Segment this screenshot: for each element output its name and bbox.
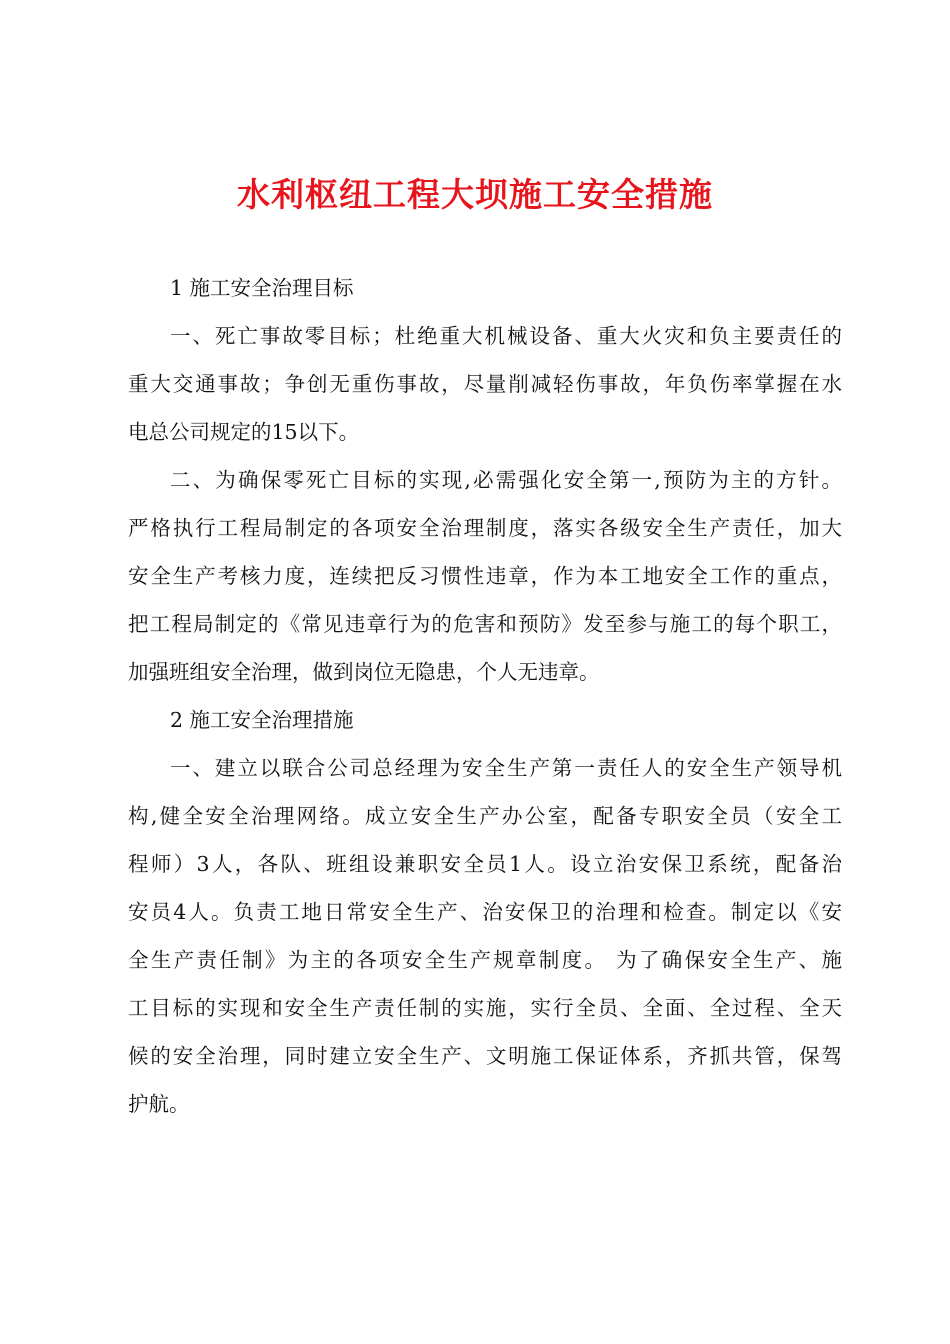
heading-line: 1 施工安全治理目标 xyxy=(170,276,354,300)
paragraph-line: 候的安全治理，同时建立安全生产、文明施工保证体系，齐抓共管，保驾 xyxy=(128,1044,842,1068)
paragraph-goal-1 xyxy=(128,312,842,456)
section-heading-2 xyxy=(128,696,842,744)
paragraph-goal-2 xyxy=(128,456,842,696)
paragraph-line: 电总公司规定的15以下。 xyxy=(128,420,360,444)
paragraph-line: 安员4人。负责工地日常安全生产、治安保卫的治理和检查。制定以《安 xyxy=(128,900,842,924)
paragraph-line: 一、死亡事故零目标；杜绝重大机械设备、重大火灾和负主要责任的 xyxy=(170,324,842,348)
paragraph-line: 重大交通事故；争创无重伤事故，尽量削减轻伤事故，年负伤率掌握在水 xyxy=(128,372,842,396)
paragraph-line: 护航。 xyxy=(128,1092,190,1116)
paragraph-line: 安全生产考核力度，连续把反习惯性违章，作为本工地安全工作的重点， xyxy=(128,564,842,588)
paragraph-measures-1 xyxy=(128,744,842,1128)
paragraph-line: 程师）3人，各队、班组设兼职安全员1人。设立治安保卫系统，配备治 xyxy=(128,852,842,876)
document-body xyxy=(128,264,842,1128)
paragraph-line: 把工程局制定的《常见违章行为的危害和预防》发至参与施工的每个职工， xyxy=(128,612,842,636)
paragraph-line: 二、为确保零死亡目标的实现,必需强化安全第一,预防为主的方针。 xyxy=(170,468,842,492)
paragraph-line: 全生产责任制》为主的各项安全生产规章制度。 为了确保安全生产、施 xyxy=(128,948,842,972)
heading-line: 2 施工安全治理措施 xyxy=(170,708,354,732)
paragraph-line: 一、建立以联合公司总经理为安全生产第一责任人的安全生产领导机 xyxy=(170,756,842,780)
paragraph-line: 严格执行工程局制定的各项安全治理制度，落实各级安全生产责任，加大 xyxy=(128,516,842,540)
paragraph-line: 加强班组安全治理，做到岗位无隐患，个人无违章。 xyxy=(128,660,600,684)
paragraph-line: 工目标的实现和安全生产责任制的实施，实行全员、全面、全过程、全天 xyxy=(128,996,842,1020)
paragraph-line: 构,健全安全治理网络。成立安全生产办公室，配备专职安全员（安全工 xyxy=(128,804,842,828)
document-title: 水利枢纽工程大坝施工安全措施 xyxy=(237,175,713,214)
section-heading-1 xyxy=(128,264,842,312)
